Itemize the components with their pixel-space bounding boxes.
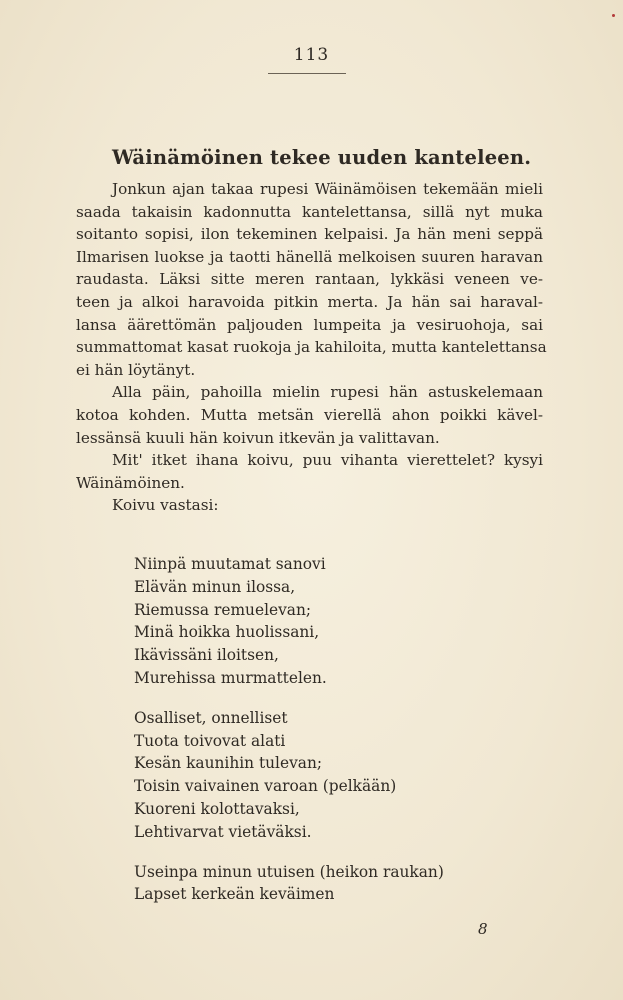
poem-line: Niinpä muutamat sanovi <box>134 555 326 573</box>
poem-line: Kuoreni kolottavaksi, <box>134 799 300 818</box>
text-line: kotoa kohden. Mutta metsän vierellä ahon poikki kävel- <box>76 405 543 424</box>
poem-line: Elävän minun ilossa, <box>134 577 296 596</box>
poem-stanza <box>134 553 514 690</box>
poem-stanza <box>134 707 514 844</box>
poem-line: Ikävissäni iloitsen, <box>134 646 279 665</box>
poem-line: Kesän kaunihin tulevan; <box>134 754 323 773</box>
text-line: saada takaisin kadonnutta kantelettansa, sillä nyt muka <box>76 202 543 221</box>
poem-stanza <box>134 861 514 907</box>
poem-line: Useinpa minun utuisen (heikon raukan) <box>134 862 444 881</box>
text-line: Jonkun ajan takaa rupesi Wäinämöisen tekemään mieli <box>112 180 543 198</box>
text-line: raudasta. Läksi sitte meren rantaan, lykkäsi veneen ve- <box>76 270 543 289</box>
text-line: soitanto sopisi, ilon tekeminen kelpaisi. Ja hän meni seppä <box>76 225 543 244</box>
poem-line: Tuota toivovat alati <box>134 731 286 750</box>
text-line: Wäinämöinen. <box>76 473 185 492</box>
poem-line: Riemussa remuelevan; <box>134 600 312 619</box>
ink-dot <box>612 14 615 17</box>
signature-mark: 8 <box>478 920 488 938</box>
paragraph <box>76 449 543 494</box>
text-line: Koivu vastasi: <box>112 496 219 515</box>
body-text <box>76 178 547 517</box>
text-line: teen ja alkoi haravoida pitkin merta. Ja hän sai haraval- <box>76 292 543 311</box>
poem-line: Minä hoikka huolissani, <box>134 623 320 642</box>
text-line: ei hän löytänyt. <box>76 360 196 379</box>
paragraph <box>76 494 543 517</box>
paragraph <box>76 178 547 381</box>
header-rule <box>268 73 346 74</box>
chapter-heading: Wäinämöinen tekee uuden kanteleen. <box>112 146 532 169</box>
text-line: lessänsä kuuli hän koivun itkevän ja valittavan. <box>76 428 440 447</box>
poem-line: Toisin vaivainen varoan (pelkään) <box>134 777 397 796</box>
paragraph <box>76 381 543 449</box>
text-line: summattomat kasat ruokoja ja kahiloita, mutta kantelettansa <box>76 338 547 357</box>
text-line: lansa äärettömän paljouden lumpeita ja vesiruohoja, sai <box>76 315 543 334</box>
poem <box>134 553 514 923</box>
poem-line: Lehtivarvat vietäväksi. <box>134 822 312 841</box>
poem-line: Murehissa murmattelen. <box>134 668 327 687</box>
text-line: Mit' itket ihana koivu, puu vihanta vierettelet? kysyi <box>112 451 543 470</box>
text-line: Ilmarisen luokse ja taotti hänellä melkoisen suuren haravan <box>76 247 543 266</box>
page-number: 113 <box>293 45 330 65</box>
poem-line: Osalliset, onnelliset <box>134 708 288 727</box>
poem-line: Lapset kerkeän keväimen <box>134 885 335 904</box>
text-line: Alla päin, pahoilla mielin rupesi hän astuskelemaan <box>112 383 543 402</box>
